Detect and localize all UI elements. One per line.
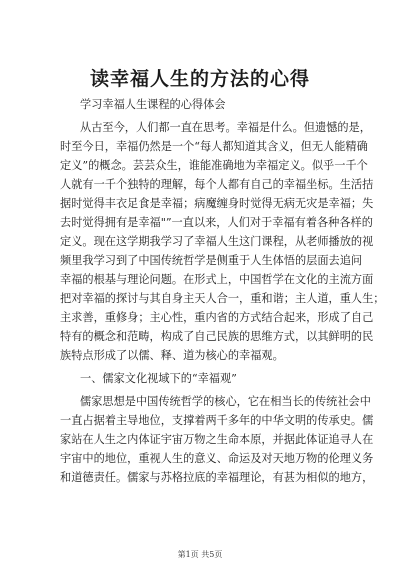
body-line: 和道德责任。儒家与苏格拉底的幸福理论，有甚为相似的地方， [60, 471, 374, 484]
body-line: 一直占据着主导地位，支撑着两千多年的中华文明的传承史。儒 [60, 414, 374, 427]
body-line: 宇宙中的地位，重视人生的意义、命运及对天地万物的伦理义务 [60, 452, 374, 465]
page-footer: 第1页 共5页 [177, 550, 223, 559]
body-line: 定义”的概念。芸芸众生，谁能准确地为幸福定义。似乎一千个 [60, 159, 368, 172]
document-title: 读幸福人生的方法的心得 [89, 68, 310, 90]
section-heading: 一、儒家文化视域下的“幸福观” [80, 372, 237, 385]
body-line: 据时觉得丰衣足食是幸福；病魔缠身时觉得无病无灾是幸福；失 [60, 197, 374, 210]
body-line: 幸福的根基与理论问题。在形式上，中国哲学在文化的主流方面 [60, 273, 374, 286]
body-line: 儒家思想是中国传统哲学的核心，它在相当长的传统社会中 [80, 395, 371, 408]
body-line: 定义。现在这学期我学习了幸福人生这门课程，从老师播放的视 [60, 235, 374, 248]
subtitle-line: 学习幸福人生课程的心得体会 [80, 98, 226, 111]
body-line: 人就有一千个独特的理解，每个人都有自己的幸福坐标。生活拮 [60, 178, 374, 191]
body-line: 从古至今，人们都一直在思考。幸福是什么。但遗憾的是， [80, 121, 371, 134]
body-line: 去时觉得拥有是幸福"”一直以来，人们对于幸福有着各种各样的 [60, 216, 373, 229]
body-line: 频里我学习到了中国传统哲学是侧重于人生体悟的层面去追问 [60, 254, 363, 267]
body-line: 特有的概念和范畴，构成了自己民族的思维方式，以其鲜明的民 [60, 330, 374, 343]
body-line: 主求善，重修身；主心性，重内省的方式结合起来，形成了自己 [60, 311, 374, 324]
body-line: 把对幸福的探讨与其自身主天人合一，重和谐；主人道，重人生； [60, 292, 385, 305]
body-line: 时至今日，幸福仍然是一个“每人都知道其含义，但无人能精确 [60, 140, 368, 153]
body-line: 家站在人生之内体证宇宙万物之生命本原，并据此体证追寻人在 [60, 433, 374, 446]
body-line: 族特点形成了以儒、释、道为核心的幸福观。 [60, 349, 284, 362]
